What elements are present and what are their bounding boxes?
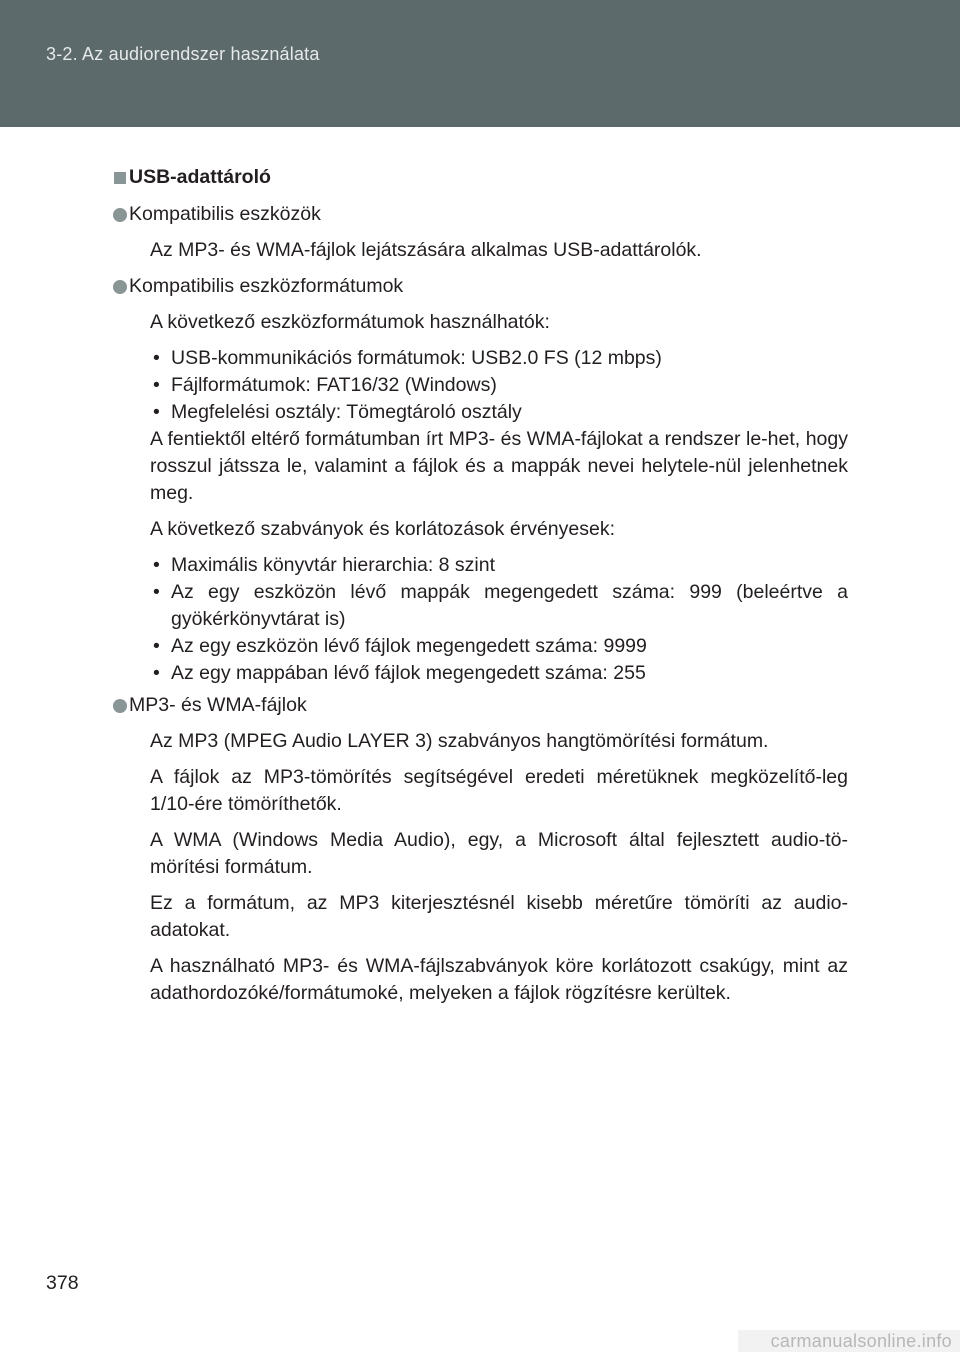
circle-bullet-icon bbox=[113, 699, 127, 713]
circle-bullet-icon bbox=[113, 280, 127, 294]
bullet-icon: • bbox=[153, 662, 160, 684]
list-item: • Maximális könyvtár hierarchia: 8 szint bbox=[150, 552, 848, 579]
section-title-text: USB-adattároló bbox=[129, 166, 271, 188]
page-header bbox=[0, 0, 960, 127]
paragraph: Az MP3 (MPEG Audio LAYER 3) szabványos hangtömörítési formátum. bbox=[150, 730, 769, 752]
paragraph: A használható MP3- és WMA-fájlszabványok köre korlátozott csakúgy, mint az adathordozóké/formátumoké, melyeken a fájlok rögzítésre kerültek. bbox=[150, 955, 848, 1004]
bullet-icon: • bbox=[153, 401, 160, 423]
watermark bbox=[738, 1330, 960, 1352]
header-title: 3-2. Az audiorendszer használata bbox=[46, 44, 320, 64]
page-number: 378 bbox=[46, 1272, 79, 1294]
item-heading bbox=[112, 692, 848, 719]
paragraph: A WMA (Windows Media Audio), egy, a Microsoft által fejlesztett audio-tö-mörítési formátum. bbox=[150, 829, 848, 878]
square-bullet-icon bbox=[114, 172, 126, 184]
item-heading bbox=[112, 273, 848, 300]
bullet-icon: • bbox=[153, 374, 160, 396]
list-item: • Fájlformátumok: FAT16/32 (Windows) bbox=[150, 372, 848, 399]
paragraph: Ez a formátum, az MP3 kiterjesztésnél kisebb méretűre tömöríti az audio-adatokat. bbox=[150, 892, 848, 941]
item-heading-text: MP3- és WMA-fájlok bbox=[129, 694, 307, 716]
item-heading-text: Kompatibilis eszközformátumok bbox=[129, 275, 404, 297]
watermark-text: carmanualsonline.info bbox=[770, 1331, 952, 1351]
section-title bbox=[112, 164, 848, 191]
bullet-icon: • bbox=[153, 581, 160, 603]
limits-list bbox=[112, 552, 848, 687]
circle-bullet-icon bbox=[113, 208, 127, 222]
list-item: • Megfelelési osztály: Tömegtároló osztály bbox=[150, 399, 848, 426]
paragraph: A következő eszközformátumok használhatók: bbox=[150, 311, 550, 333]
item-heading bbox=[112, 201, 848, 228]
page-content bbox=[112, 164, 848, 1007]
list-item: • Az egy eszközön lévő mappák megengedett száma: 999 (beleértve a gyökérkönyvtárat is) bbox=[153, 581, 848, 630]
list-item: • Az egy eszközön lévő fájlok megengedett száma: 9999 bbox=[150, 633, 848, 660]
list-item: • Az egy mappában lévő fájlok megengedett száma: 255 bbox=[150, 660, 848, 687]
bullet-icon: • bbox=[153, 347, 160, 369]
paragraph: A fájlok az MP3-tömörítés segítségével eredeti méretüknek megközelítő-leg 1/10-ére tömöríthetők. bbox=[150, 766, 848, 815]
bullet-icon: • bbox=[153, 554, 160, 576]
list-item: • USB-kommunikációs formátumok: USB2.0 FS (12 mbps) bbox=[150, 345, 848, 372]
item-heading-text: Kompatibilis eszközök bbox=[129, 203, 321, 225]
paragraph: Az MP3- és WMA-fájlok lejátszására alkalmas USB-adattárolók. bbox=[150, 239, 702, 261]
format-list bbox=[112, 345, 848, 426]
paragraph: A következő szabványok és korlátozások érvényesek: bbox=[150, 518, 615, 540]
paragraph: A fentiektől eltérő formátumban írt MP3- és WMA-fájlokat a rendszer le-het, hogy rosszul játssza le, valamint a fájlok és a mappák nevei helytele-nül jelenhetnek meg. bbox=[150, 428, 848, 504]
bullet-icon: • bbox=[153, 635, 160, 657]
